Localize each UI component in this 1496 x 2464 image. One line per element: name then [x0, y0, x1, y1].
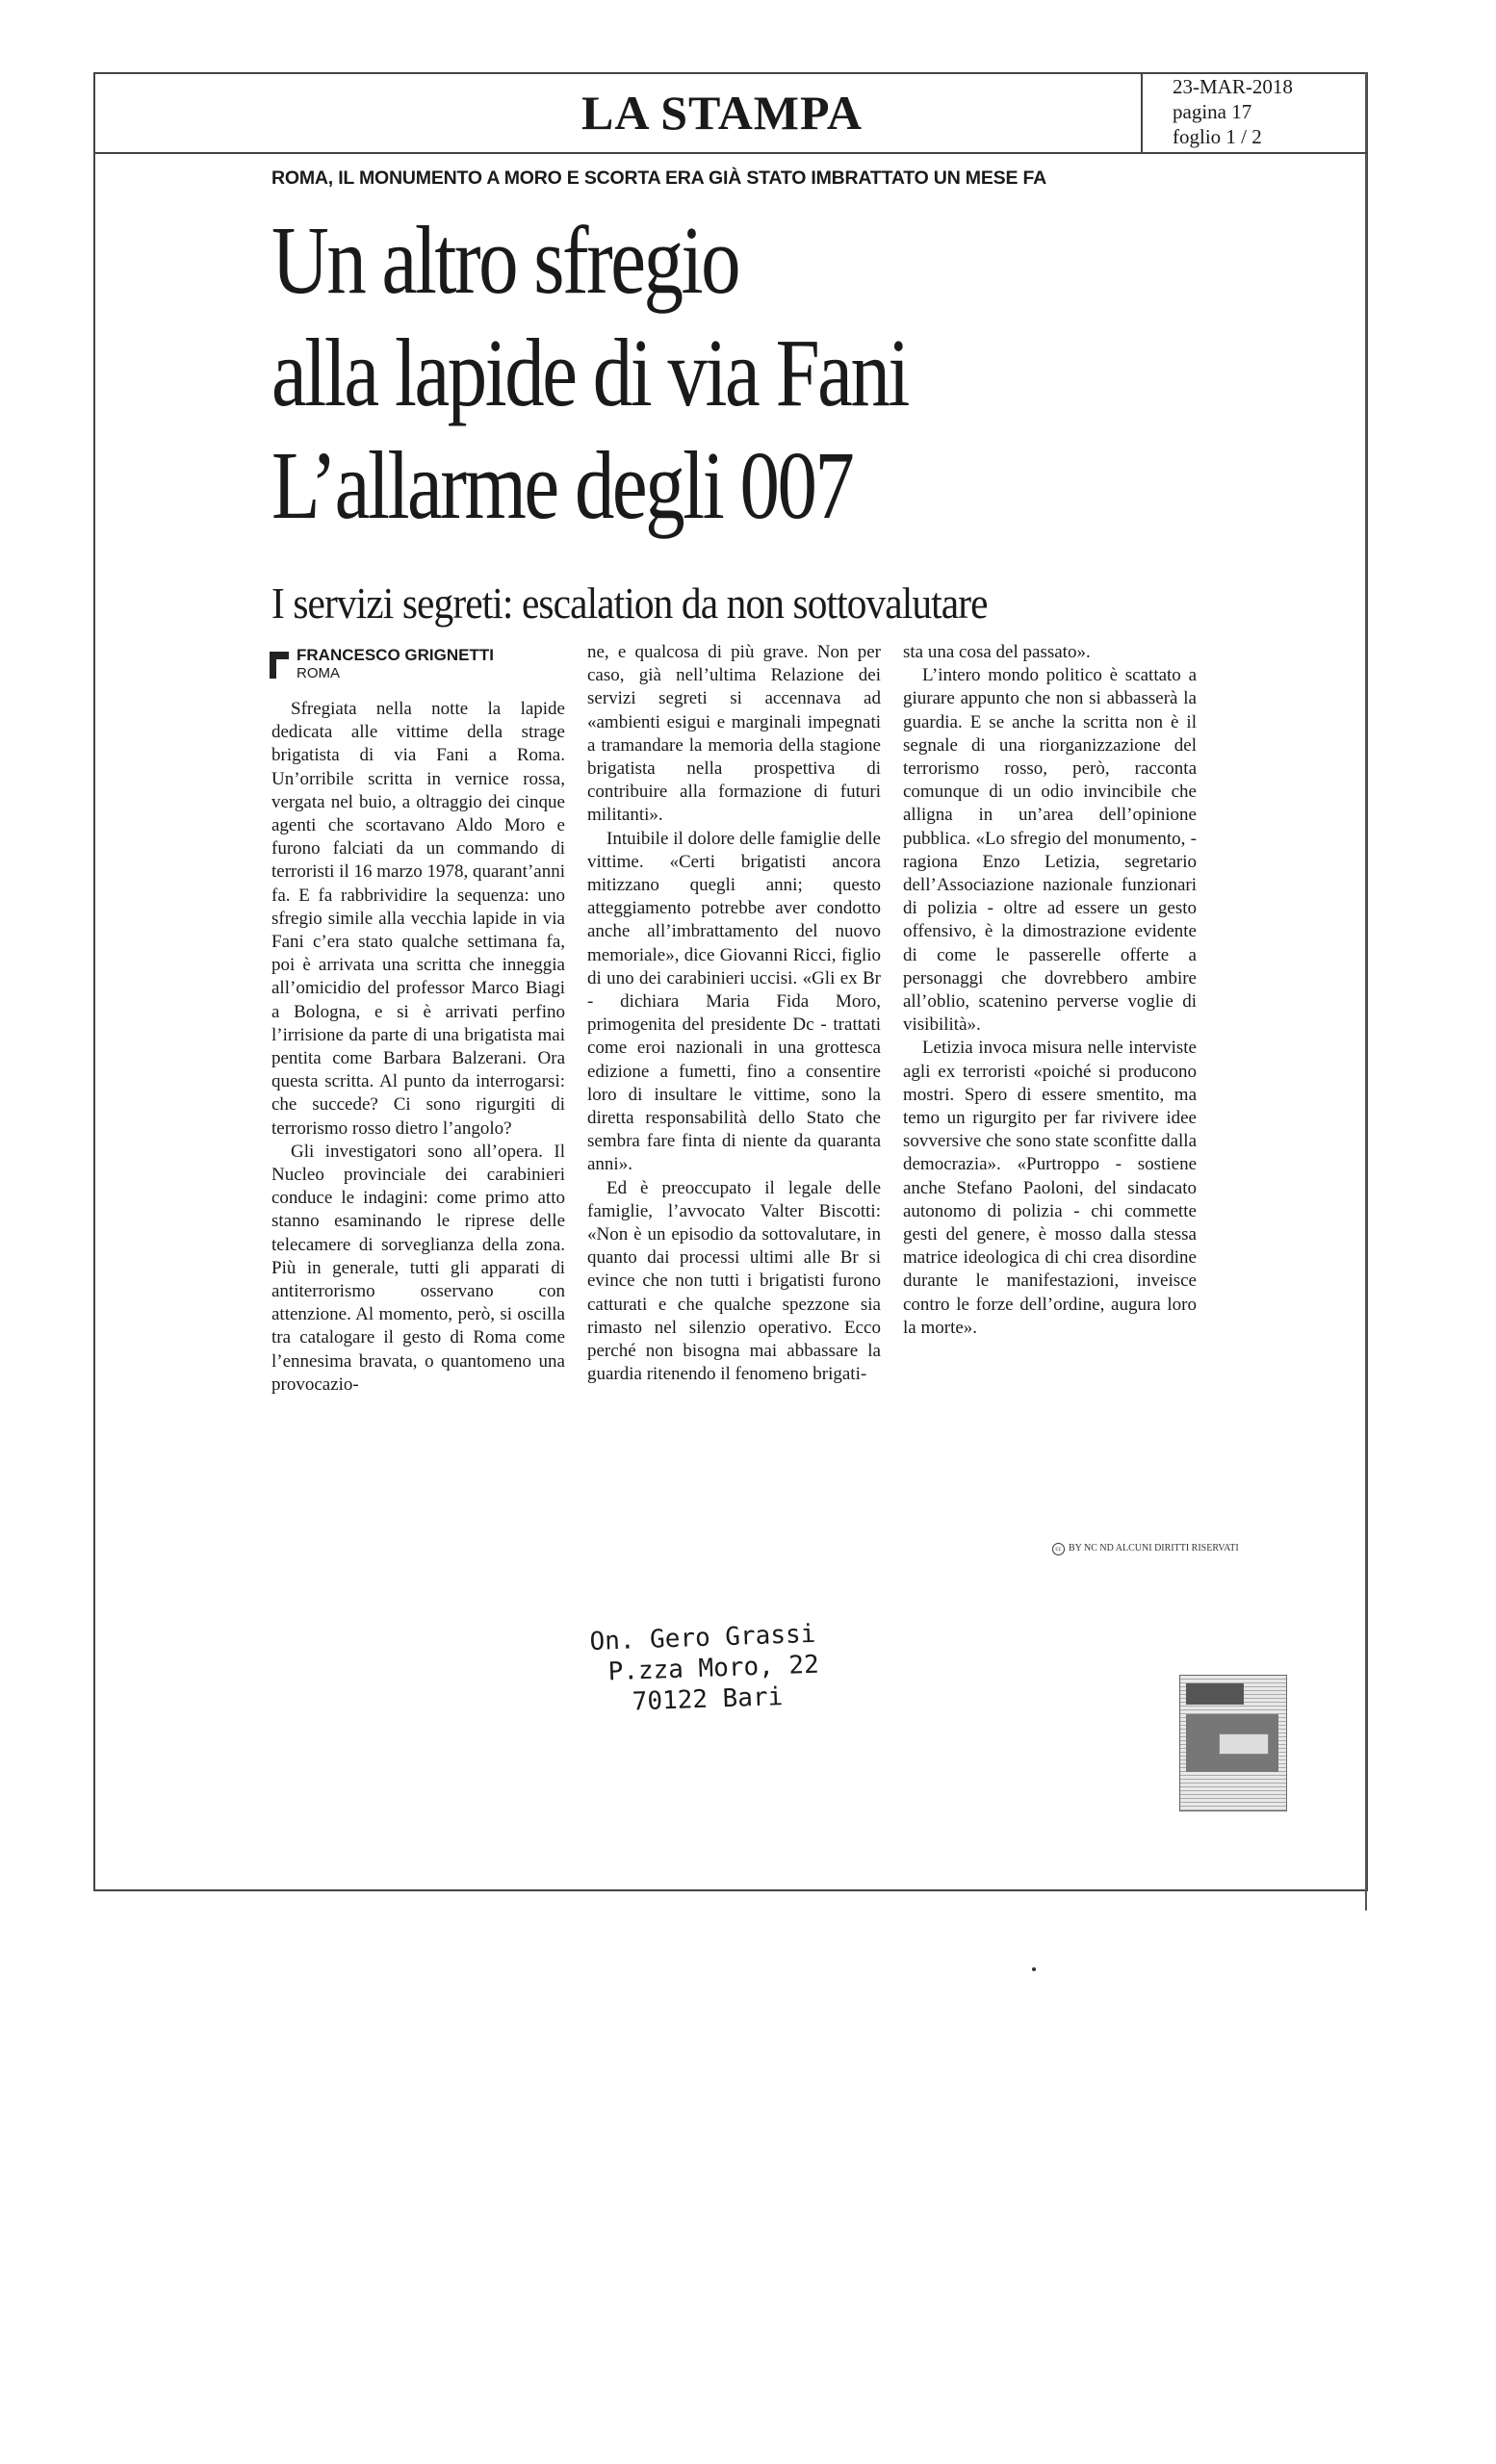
page-thumbnail	[1179, 1675, 1287, 1811]
address-stamp	[589, 1619, 820, 1719]
stamp-city: 70122 Bari	[632, 1682, 784, 1717]
newspaper-masthead: LA STAMPA	[581, 86, 863, 140]
article-paragraph: L’intero mondo politico è scattato a giurare appunto che non si abbasserà la guardia. E se anche la scritta non è il segnale di una riorganizzazione del terrorismo rosso, però, racconta comunque di un odio invincibile che alligna in un’area dell’opinione pubblica. «Lo sfregio del monumento, - ragiona Enzo Letizia, segretario dell’Associazione nazionale funzionari di polizia - oltre ad essere un gesto offensivo, è la dimostrazione evidente di come le passerelle offerte a personaggi che dovrebbero ambire all’oblio, scatenino perverse voglie di visibilità».	[903, 665, 1197, 1036]
article-paragraph: Sfregiata nella notte la lapide dedicata alle vittime della strage brigatista di via Fani a Roma. Un’orribile scritta in vernice rossa, vergata nel buio, a oltraggio dei cinque agenti che scortavano Aldo Moro e furono falciati da un commando di terroristi il 16 marzo 1978, quarant’anni fa. E fa rabbrividire la sequenza: uno sfregio simile alla vecchia lapide in via Fani c’era stato qualche settimana fa, poi è arrivata una scritta che inneggia all’omicidio del professor Marco Biagi a Bologna, e si è arrivati perfino l’irrisione da parte di una brigatista mai pentita come Barbara Balzerani. Ora questa scritta. Al punto da interrogarsi: che succede? Ci sono rigurgiti di terrorismo rosso dietro l’angolo?	[271, 699, 565, 1139]
byline-author: FRANCESCO GRIGNETTI	[297, 646, 494, 664]
clipping-date: 23-MAR-2018	[1173, 75, 1293, 98]
article-paragraph: Ed è preoccupato il legale delle famiglie, l’avvocato Valter Biscotti: «Non è un episodio da sottovalutare, in quanto dai processi ultimi alle Br si evince che non tutti i brigatisti furono catturati e che qualche spezzone sia rimasto nel silenzio operativo. Ecco perché non bisogna mai abbassare la guardia ritenendo il fenomeno brigati-	[587, 1177, 881, 1385]
header-rule	[93, 152, 1368, 154]
article-headline	[271, 204, 1045, 542]
article-paragraph: sta una cosa del passato».	[903, 642, 1091, 662]
stamp-name: On. Gero Grassi	[589, 1619, 816, 1656]
headline-line-2: alla lapide di via Fani	[271, 319, 908, 426]
article-subheadline: I servizi segreti: escalation da non sottovalutare	[271, 578, 988, 628]
clipping-sheet: foglio 1 / 2	[1173, 125, 1262, 148]
article-paragraph: Letizia invoca misura nelle interviste agli ex terroristi «poiché si producono mostri. Spero di essere smentito, ma temo un rigurgito per far rivivere idee sovversive che sono state sconfitte dalla democrazia». «Purtroppo - sostiene anche Stefano Paoloni, del sindacato autonomo di polizia - chi commette gesti del genere, è mosso dalla stessa matrice ideologica di chi crea disordine durante le manifestazioni, inveisce contro le forze dell’ordine, augura loro la morte».	[903, 1038, 1197, 1338]
header-divider	[1141, 72, 1143, 154]
headline-line-3: L’allarme degli 007	[271, 431, 853, 539]
headline-line-1: Un altro sfregio	[271, 206, 739, 314]
article-column-2	[587, 641, 881, 1387]
copyright-notice: cc BY NC ND ALCUNI DIRITTI RISERVATI	[1052, 1543, 1239, 1555]
creative-commons-icon: cc	[1052, 1543, 1065, 1555]
byline-mark-icon	[270, 652, 289, 679]
frame-shadow-line	[1365, 72, 1367, 1911]
article-column-3	[903, 641, 1197, 1340]
article-paragraph: Intuibile il dolore delle famiglie delle vittime. «Certi brigatisti ancora mitizzano quegli anni; questo atteggiamento potrebbe aver condotto anche all’imbrattamento del nuovo memoriale», dice Giovanni Ricci, figlio di uno dei carabinieri uccisi. «Gli ex Br - dichiara Maria Fida Moro, primogenita del presidente Dc - trattati come eroi nazionali in una grottesca edizione a fumetti, fino a consentire loro di insultare le vittime, sono la diretta responsabilità dello Stato che sembra fare finta di niente da quaranta anni».	[587, 828, 881, 1175]
stamp-street: P.zza Moro, 22	[607, 1650, 820, 1687]
article-kicker: ROMA, IL MONUMENTO A MORO E SCORTA ERA GIÀ STATO IMBRATTATO UN MESE FA	[271, 167, 1046, 189]
clipping-page: pagina 17	[1173, 100, 1252, 123]
article-column-1	[271, 698, 565, 1397]
article-paragraph: ne, e qualcosa di più grave. Non per caso, già nell’ultima Relazione dei servizi segreti si accennava ad «ambienti esigui e marginali impegnati a tramandare la memoria della stagione brigatista nella prospettiva di contribuire alla formazione di futuri militanti».	[587, 642, 881, 826]
article-paragraph: Gli investigatori sono all’opera. Il Nucleo provinciale dei carabinieri conduce le indagini: come primo atto stanno esaminando le riprese delle telecamere di sorveglianza della zona. Più in generale, tutti gli apparati di antiterrorismo osservano con attenzione. Al momento, però, si oscilla tra catalogare il gesto di Roma come l’ennesima bravata, o quantomeno una provocazio-	[271, 1141, 565, 1395]
clipping-meta	[1173, 74, 1365, 149]
article-byline	[297, 646, 494, 682]
scan-speck	[1032, 1967, 1036, 1971]
byline-place: ROMA	[297, 665, 340, 681]
